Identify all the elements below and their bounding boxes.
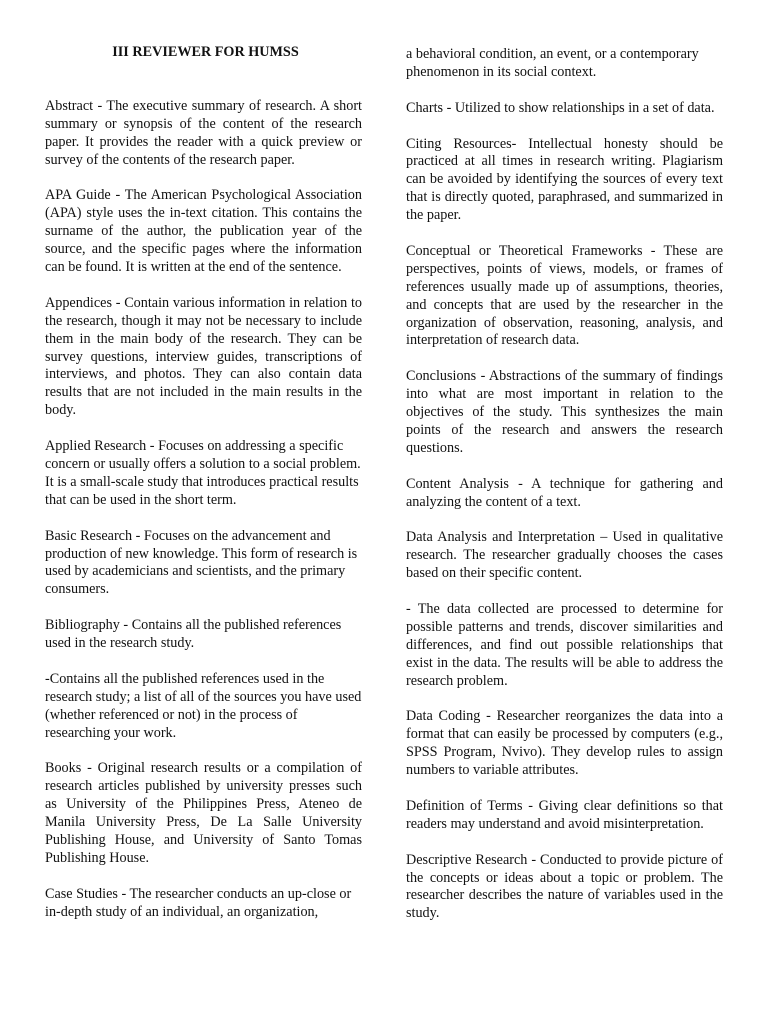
entry-basic-research: Basic Research - Focuses on the advancement and production of new knowledge. This form of research is used by academicians and scientists, and the primary consumers.: [45, 527, 358, 598]
left-column: [45, 44, 362, 939]
right-column: [406, 46, 723, 941]
entry-conceptual-frameworks: Conceptual or Theoretical Frameworks - These are perspectives, points of views, models, or frames of references usually made up of assumptions, theories, and concepts that are used by the researcher in the organization of observation, reasoning, analysis, and interpretation of research data.: [406, 242, 723, 349]
entry-data-analysis-continued: - The data collected are processed to determine for possible patterns and trends, discover similarities and differences, and find out possible relationships that exist in the data. The results will be able to address the research problem.: [406, 600, 723, 689]
entry-descriptive-research: Descriptive Research - Conducted to provide picture of the concepts or ideas about a topic or problem. The researcher describes the nature of variables used in the study.: [406, 851, 723, 922]
entry-appendices: Appendices - Contain various information in relation to the research, though it may not be necessary to include them in the main body of the research. They can be survey questions, interview guides, transcriptions of interviews, and photos. They can also contain data results that are not included in the main results in the body.: [45, 294, 362, 419]
entry-definition-of-terms: Definition of Terms - Giving clear definitions so that readers may understand and avoid misinterpretation.: [406, 797, 723, 832]
entry-charts: Charts - Utilized to show relationships in a set of data.: [406, 99, 715, 116]
entry-case-studies: Case Studies - The researcher conducts an up-close or in-depth study of an individual, an organization,: [45, 885, 352, 920]
entry-conclusions: Conclusions - Abstractions of the summary of findings into what are most important in relation to the objectives of the study. This synthesizes the main points of the research and answers the research questions.: [406, 368, 723, 456]
entry-case-studies-continued: a behavioral condition, an event, or a contemporary phenomenon in its social context.: [406, 46, 699, 80]
entry-data-analysis: Data Analysis and Interpretation – Used in qualitative research. The researcher gradually chooses the cases based on their specific content.: [406, 529, 723, 582]
entry-applied-research: Applied Research - Focuses on addressing a specific concern or usually offers a solution to a social problem. It is a small-scale study that introduces practical results that can be used in the short term.: [45, 438, 361, 508]
entry-bibliography: Bibliography - Contains all the published references used in the research study.: [45, 617, 342, 652]
entry-content-analysis: Content Analysis - A technique for gathering and analyzing the content of a text.: [406, 475, 723, 510]
entry-books: Books - Original research results or a compilation of research articles published by university presses such as University of the Philippines Press, Ateneo de Manila University Press, De La Salle University Publishing House, and University of Santo Tomas Publishing House.: [45, 760, 362, 866]
entry-citing-resources: Citing Resources- Intellectual honesty should be practiced at all times in research writing. Plagiarism can be avoided by identifying the sources of every text that is directly quoted, paraphrased, and summarized in the paper.: [406, 135, 723, 224]
entry-data-coding: Data Coding - Researcher reorganizes the data into a format that can easily be processed by computers (e.g., SPSS Program, Nvivo). They develop rules to assign numbers to variable attributes.: [406, 708, 723, 779]
entry-bibliography-continued: -Contains all the published references used in the research study; a list of all of the sources you have used (whether referenced or not) in the process of researching your work.: [45, 670, 362, 741]
entry-apa-guide: APA Guide - The American Psychological Association (APA) style uses the in-text citation. This contains the surname of the author, the publication year of the source, and the specific pages where the information can be found. It is written at the end of the sentence.: [45, 187, 362, 276]
document-title: III REVIEWER FOR HUMSS: [112, 44, 299, 60]
entry-abstract: Abstract - The executive summary of research. A short summary or synopsis of the content of the research paper. It provides the reader with a quick preview or survey of the contents of the research paper.: [45, 97, 362, 168]
